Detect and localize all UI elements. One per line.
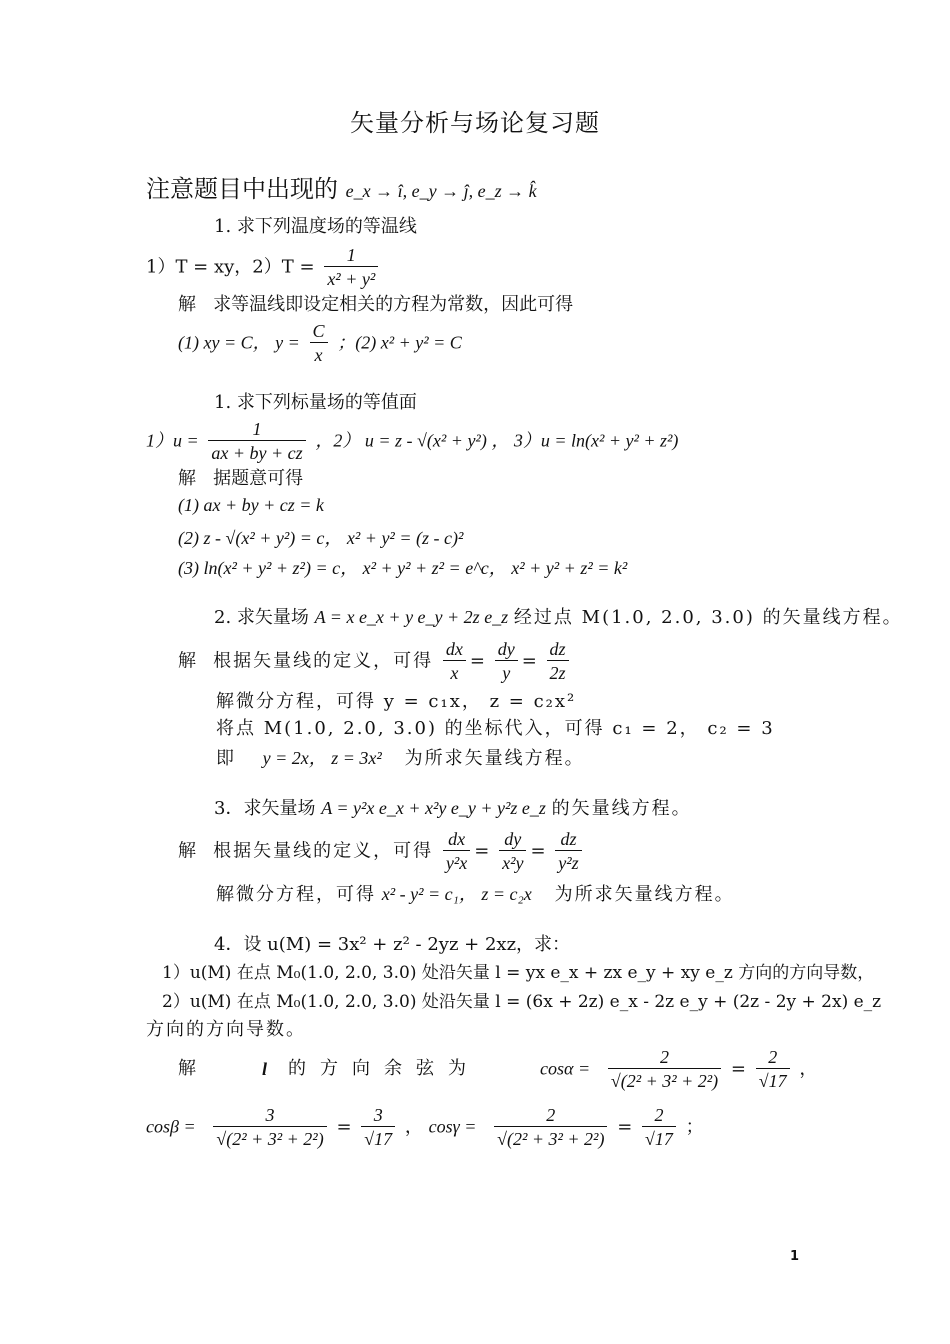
problem-5-item-2: 2）u(M) 在点 M₀(1.0, 2.0, 3.0) 处沿矢量 l = (6x + 2z) e_x - 2z e_y + (2z - 2y + 2x) e_z bbox=[162, 992, 882, 1012]
fraction-3 bbox=[555, 828, 581, 875]
problem-5-item-1: 1）u(M) 在点 M₀(1.0, 2.0, 3.0) 处沿矢量 l = yx e_x + zx e_y + xy e_z 方向的方向导数， bbox=[162, 963, 875, 983]
line-text: 解微分方程，可得 bbox=[216, 884, 376, 905]
fraction-3 bbox=[547, 638, 569, 685]
line-formula: y = 2x， z = 3x² bbox=[262, 748, 382, 768]
line-text: 即 bbox=[216, 748, 234, 769]
problem-2-text-2: ，2） u = z - √(x² + y²) ， 3）u = ln(x² + y² + z²) bbox=[315, 430, 679, 451]
line-text-2: 为所求矢量线方程。 bbox=[554, 884, 735, 905]
comma: ， bbox=[404, 1116, 423, 1138]
fraction-denominator: y bbox=[495, 660, 518, 685]
fraction-numerator: C bbox=[312, 321, 325, 341]
fraction-numerator: 1 bbox=[346, 245, 356, 265]
fraction-denominator: √(2² + 3² + 2²) bbox=[608, 1068, 721, 1093]
fraction-denominator: x²y bbox=[499, 850, 526, 875]
fraction-denominator: √17 bbox=[642, 1126, 676, 1151]
fraction-numerator: 2 bbox=[660, 1047, 669, 1067]
cos-beta-fraction-2 bbox=[361, 1104, 395, 1151]
solution-text: 根据矢量线的定义，可得 bbox=[213, 840, 434, 862]
equals-sign: = bbox=[617, 1116, 633, 1138]
line-formula: x² - y² = c₁， z = c₂x bbox=[381, 884, 532, 904]
cos-gamma-fraction bbox=[494, 1104, 607, 1151]
problem-2-fraction bbox=[208, 418, 305, 465]
solution-label: 解 bbox=[178, 294, 196, 315]
comma: ， bbox=[799, 1058, 818, 1080]
problem-2-answer-1: (1) ax + by + cz = k bbox=[178, 495, 324, 515]
problem-3-line-2: 解微分方程，可得 y = c₁x， z = c₂x² bbox=[216, 691, 577, 712]
note-formula: e_x → î, e_y → ĵ, e_z → k̂ bbox=[345, 181, 537, 201]
solution-text: 根据矢量线的定义，可得 bbox=[213, 650, 434, 672]
problem-3-solution: 解 根据矢量线的定义，可得 $\frac{dx}{x}$ = $\frac{dy}{y}$ = $\frac{dz}{2z}$ bbox=[178, 638, 573, 685]
problem-3-heading bbox=[214, 606, 903, 629]
cos-beta-fraction bbox=[213, 1104, 326, 1151]
page-number: 1 bbox=[790, 1249, 800, 1264]
fraction-denominator: x bbox=[443, 660, 466, 685]
problem-4-line-2 bbox=[216, 883, 735, 906]
solution-text: 求等温线即设定相关的方程为常数，因此可得 bbox=[213, 294, 574, 315]
solution-label: 解 bbox=[178, 650, 196, 672]
solution-text: 据题意可得 bbox=[213, 468, 304, 489]
fraction-denominator: y²x bbox=[443, 850, 470, 875]
fraction-1 bbox=[443, 638, 466, 685]
page-title: 矢量分析与场论复习题 bbox=[350, 109, 600, 137]
answer-text-2: ；(2) x² + y² = C bbox=[337, 332, 462, 353]
problem-1-heading: 1. 求下列温度场的等温线 bbox=[214, 216, 417, 237]
cos-alpha-line bbox=[540, 1046, 817, 1093]
equals-sign: = bbox=[730, 1058, 747, 1080]
heading-text-2: 经过点 M(1.0, 2.0, 3.0) 的矢量线方程。 bbox=[513, 607, 903, 628]
heading-text: 2. 求矢量场 bbox=[214, 607, 309, 628]
fraction-2 bbox=[499, 828, 526, 875]
fraction-denominator: √17 bbox=[361, 1126, 395, 1151]
problem-1-fraction bbox=[324, 244, 378, 291]
problem-2-heading: 1. 求下列标量场的等值面 bbox=[214, 392, 417, 413]
fraction-denominator: x² + y² bbox=[324, 266, 378, 291]
problem-3-line-4 bbox=[216, 747, 585, 770]
cos-alpha-fraction bbox=[608, 1046, 721, 1093]
fraction-numerator: dx bbox=[448, 829, 466, 849]
problem-1-statement bbox=[146, 244, 382, 291]
solution-label: 解 bbox=[178, 840, 196, 862]
problem-5-item-2-continued: 方向的方向导数。 bbox=[146, 1019, 306, 1040]
problem-4-solution: 解 根据矢量线的定义，可得 $\frac{dx}{\text{y²x}}$ = $\frac{dy}{\text{x²y}}$ = $\frac{dz}{\text{y²z}}$ bbox=[178, 828, 586, 875]
fraction-numerator: 3 bbox=[265, 1105, 275, 1125]
fraction-numerator: 2 bbox=[768, 1047, 778, 1067]
answer-fraction bbox=[310, 320, 328, 367]
line-text-2: 为所求矢量线方程。 bbox=[404, 748, 585, 769]
fraction-2 bbox=[495, 638, 518, 685]
fraction-denominator: √(2² + 3² + 2²) bbox=[494, 1126, 607, 1151]
problem-3-line-3: 将点 M(1.0, 2.0, 3.0) 的坐标代入，可得 c₁ = 2， c₂ = 3 bbox=[216, 718, 775, 739]
problem-2-statement bbox=[146, 418, 678, 465]
heading-formula: A = y²x e_x + x²y e_y + y²z e_z bbox=[321, 798, 546, 818]
problem-4-heading bbox=[214, 797, 692, 820]
fraction-numerator: 2 bbox=[546, 1105, 556, 1125]
vector-l: l bbox=[262, 1059, 268, 1079]
heading-text-2: 的矢量线方程。 bbox=[551, 798, 692, 819]
answer-text: (1) xy = C， y = bbox=[178, 332, 300, 353]
fraction-numerator: 3 bbox=[373, 1105, 383, 1125]
solution-label: 解 bbox=[178, 1058, 196, 1079]
problem-1-text: 1）T = xy，2）T = bbox=[146, 256, 315, 278]
problem-2-answer-2: (2) z - √(x² + y²) = c， x² + y² = (z - c)² bbox=[178, 528, 464, 548]
fraction-denominator: √(2² + 3² + 2²) bbox=[213, 1126, 326, 1151]
note-text: 注意题目中出现的 bbox=[146, 175, 338, 203]
problem-1-answer bbox=[178, 320, 462, 367]
problem-1-solution bbox=[178, 294, 573, 316]
fraction-numerator: dy bbox=[497, 639, 515, 659]
cos-alpha-label: cosα = bbox=[540, 1058, 591, 1079]
equals-sign: = bbox=[336, 1116, 352, 1138]
problem-5-heading: 4．设 u(M) = 3x² + z² - 2yz + 2xz，求： bbox=[214, 934, 571, 955]
semicolon: ； bbox=[685, 1116, 704, 1138]
cos-alpha-fraction-2 bbox=[756, 1046, 790, 1093]
problem-5-solution bbox=[178, 1058, 196, 1080]
direction-cosine-text: 的方向余弦为 bbox=[288, 1058, 480, 1079]
problem-2-answer-3: (3) ln(x² + y² + z²) = c， x² + y² + z² = e^c， x² + y² + z² = k² bbox=[178, 558, 628, 578]
cos-gamma-label: cosγ = bbox=[428, 1116, 477, 1137]
fraction-denominator: 2z bbox=[547, 660, 569, 685]
fraction-denominator: ax + by + cz bbox=[208, 440, 305, 465]
heading-text: 3．求矢量场 bbox=[214, 798, 316, 819]
fraction-1 bbox=[443, 828, 470, 875]
cos-gamma-fraction-2 bbox=[642, 1104, 676, 1151]
heading-formula: A = x e_x + y e_y + 2z e_z bbox=[314, 607, 509, 627]
fraction-numerator: dx bbox=[445, 639, 463, 659]
solution-label: 解 bbox=[178, 468, 196, 489]
fraction-denominator: √17 bbox=[756, 1068, 790, 1093]
problem-2-solution bbox=[178, 468, 303, 490]
fraction-numerator: 2 bbox=[654, 1105, 664, 1125]
fraction-numerator: dy bbox=[504, 829, 522, 849]
fraction-denominator: x bbox=[310, 342, 328, 367]
fraction-numerator: 1 bbox=[252, 419, 262, 439]
note-line bbox=[146, 174, 537, 206]
fraction-denominator: y²z bbox=[555, 850, 581, 875]
cos-beta-label: cosβ = bbox=[146, 1116, 196, 1137]
fraction-numerator: dz bbox=[549, 639, 566, 659]
cos-beta-gamma-line bbox=[146, 1104, 704, 1151]
problem-2-text: 1）u = bbox=[146, 430, 199, 451]
fraction-numerator: dz bbox=[560, 829, 577, 849]
